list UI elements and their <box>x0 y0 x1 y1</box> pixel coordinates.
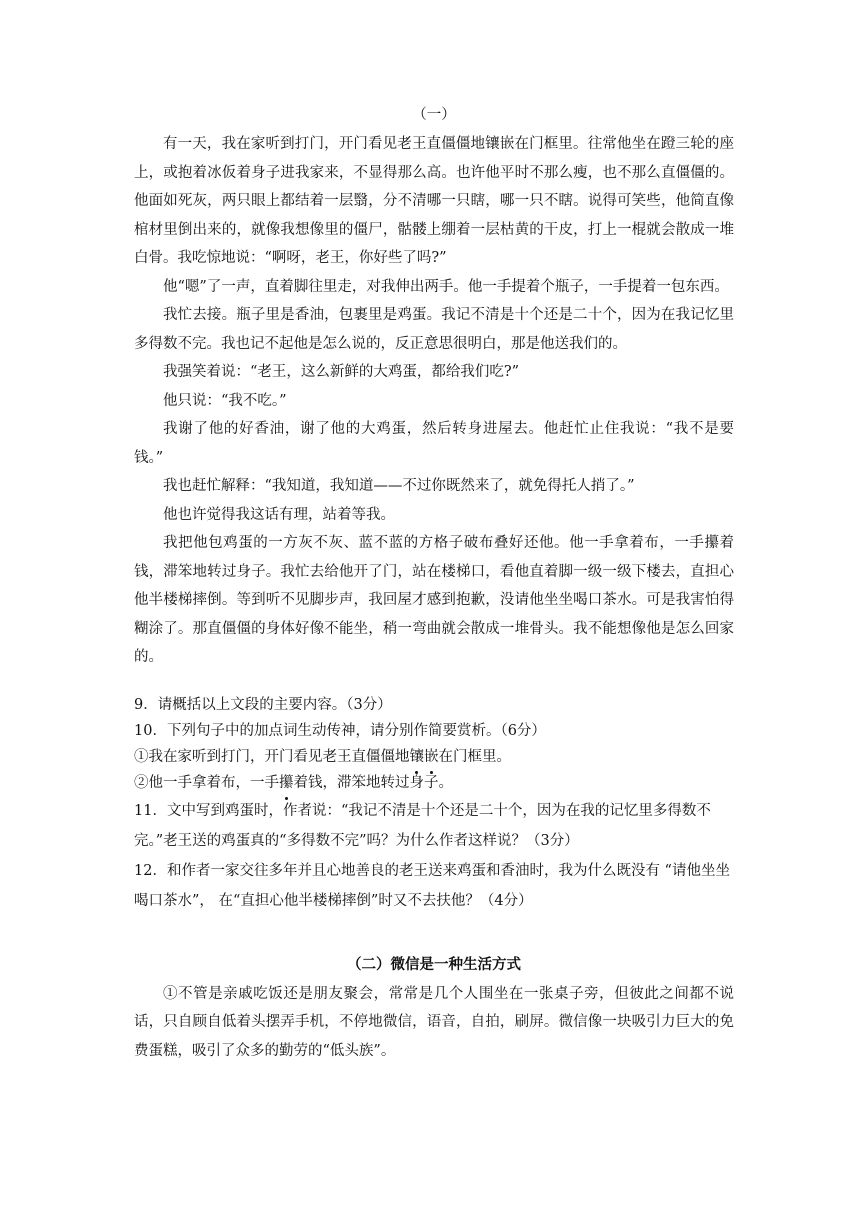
paragraph: 他只说：“我不吃。” <box>163 392 287 409</box>
paragraph: 他“嗯”了一声，直着脚往里走，对我伸出两手。他一手提着个瓶子，一手提着一包东西。 <box>163 278 729 295</box>
paragraph: 他也许觉得我这话有理，站着等我。 <box>163 506 395 523</box>
question-11: 11．文中写到鸡蛋时，作者说：“我记不清是十个还是二十个，因为在我的记忆里多得数不完。”老王送的鸡蛋真的“多得数不完”吗？为什么作者这样说？（3分） <box>134 802 711 849</box>
question-10-item-2-text-end: 着钱，滞笨地转过身子。 <box>293 774 453 791</box>
question-10: 10．下列句子中的加点词生动传神，请分别作简要赏析。（6分） <box>134 722 546 739</box>
document-page <box>134 100 734 1065</box>
question-9: 9．请概括以上文段的主要内容。（3分） <box>134 696 392 713</box>
paragraph: 我也赶忙解释：“我知道，我知道——不过你既然来了，就免得托人捎了。” <box>163 478 635 494</box>
question-10-item-2 <box>134 770 734 796</box>
paragraph: 我把他包鸡蛋的一方灰不灰、蓝不蓝的方格子破布叠好还他。他一手拿着布，一手攥着钱，滞笨地转过身子。我忙去给他开了门，站在楼梯口，看他直着脚一级一级下楼去，直担心他半楼梯摔倒。等到听不见脚步声，我回屋才感到抱歉，没请他坐坐喝口茶水。可是我害怕得糊涂了。那直僵僵的身体好像不能坐，稍一弯曲就会散成一堆骨头。我不能想像他是怎么回家的。 <box>134 535 734 665</box>
question-10-item-1 <box>134 744 734 770</box>
question-10-item-1-text: ①我在家听到打门，开门看见老王直僵僵地 <box>134 748 410 765</box>
paragraph: ①不管是亲戚吃饭还是朋友聚会，常常是几个人围坐在一张桌子旁，但彼此之间都不说话，只自顾自低着头摆弄手机，不停地微信，语音，自拍，刷屏。微信像一块吸引力巨大的免费蛋糕，吸引了众多的勤劳的“低头族”。 <box>134 985 734 1059</box>
paragraph: 我谢了他的好香油，谢了他的大鸡蛋，然后转身进屋去。他赶忙止住我说：“我不是要钱。” <box>134 421 734 466</box>
question-12: 12．和作者一家交往多年并且心地善良的老王送来鸡蛋和香油时，我为什么既没有 “请他坐坐喝口茶水”， 在“直担心他半楼梯摔倒”时又不去扶他？（4分） <box>134 862 730 909</box>
section2-title: （二）微信是一种生活方式 <box>347 955 521 973</box>
question-10-item-1-text-end: 在门框里。 <box>438 748 511 765</box>
question-10-item-2-text: ②他一手拿着布，一手 <box>134 774 279 791</box>
paragraph: 有一天，我在家听到打门，开门看见老王直僵僵地镶嵌在门框里。往常他坐在蹬三轮的座上，或抱着冰仮着身子进我家来，不显得那么高。也许他平时不那么瘦，也不那么直僵僵的。他面如死灰，两只眼上都结着一层翳，分不清哪一只瞎，哪一只不瞎。说得可笑些，他简直像棺材里倒出来的，就像我想像里的僵尸，骷髅上绷着一层枯黄的干皮，打上一棍就会散成一堆白骨。我吃惊地说：“啊呀，老王，你好些了吗?” <box>134 136 734 266</box>
emphasis-dot-word: 攥 <box>279 770 294 796</box>
spacer <box>134 672 734 692</box>
paragraph: 我强笑着说：“老王，这么新鲜的大鸡蛋，都给我们吃?” <box>163 364 520 380</box>
emphasis-dot-word: 嵌 <box>424 744 439 770</box>
paragraph: 我忙去接。瓶子里是香油，包裹里是鸡蛋。我记不清是十个还是二十个，因为在我记忆里多得数不完。我也记不起他是怎么说的，反正意思很明白，那是他送我们的。 <box>134 307 734 352</box>
section1-title: （一） <box>412 107 456 123</box>
emphasis-dot-word: 镶 <box>410 744 425 770</box>
